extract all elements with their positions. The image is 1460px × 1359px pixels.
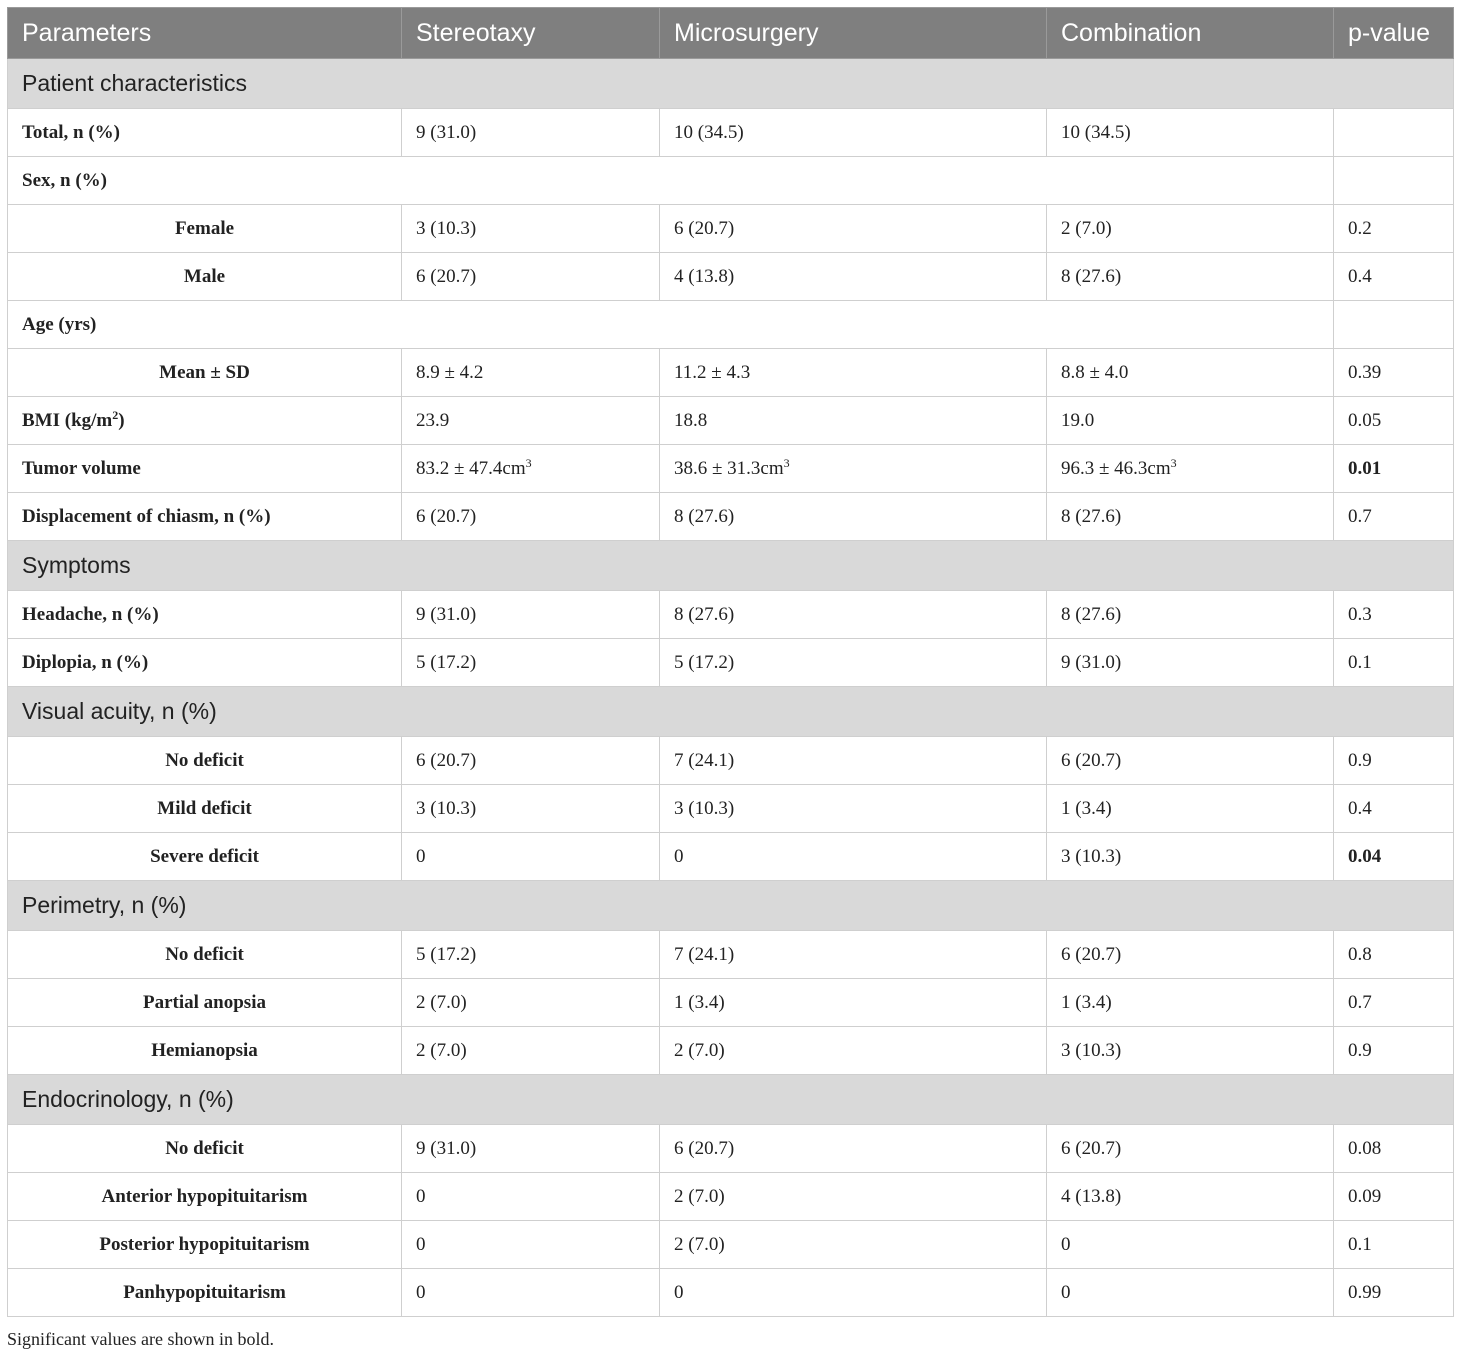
cell-microsurgery <box>660 445 1047 493</box>
row-label-female: Female <box>8 205 402 253</box>
cell-microsurgery: 11.2 ± 4.3 <box>660 349 1047 397</box>
cell-p-value: 0.2 <box>1334 205 1454 253</box>
cell-microsurgery: 4 (13.8) <box>660 253 1047 301</box>
table-row <box>8 1125 1454 1173</box>
cell-p-value <box>1334 109 1454 157</box>
cell-p-value-significant: 0.04 <box>1334 833 1454 881</box>
cell-microsurgery: 3 (10.3) <box>660 785 1047 833</box>
header-stereotaxy: Stereotaxy <box>402 8 660 59</box>
table-row <box>8 833 1454 881</box>
cell-p-value: 0.08 <box>1334 1125 1454 1173</box>
cell-microsurgery: 0 <box>660 1269 1047 1317</box>
row-label-visual-no-deficit: No deficit <box>8 737 402 785</box>
cell-p-value: 0.1 <box>1334 1221 1454 1269</box>
cell-microsurgery: 0 <box>660 833 1047 881</box>
tumor-stereotaxy-value: 83.2 ± 47.4cm <box>416 457 526 479</box>
table-row <box>8 349 1454 397</box>
cell-p-value: 0.09 <box>1334 1173 1454 1221</box>
table-row <box>8 1269 1454 1317</box>
section-row <box>8 59 1454 109</box>
section-row <box>8 541 1454 591</box>
table-row <box>8 445 1454 493</box>
cell-microsurgery: 2 (7.0) <box>660 1221 1047 1269</box>
header-combination: Combination <box>1047 8 1334 59</box>
row-label-partial-anopsia: Partial anopsia <box>8 979 402 1027</box>
cell-p-value <box>1334 301 1454 349</box>
cell-microsurgery: 1 (3.4) <box>660 979 1047 1027</box>
bmi-label-text: BMI (kg/m <box>22 409 113 431</box>
table-row <box>8 301 1454 349</box>
row-label-visual-severe-deficit: Severe deficit <box>8 833 402 881</box>
row-label-chiasm: Displacement of chiasm, n (%) <box>8 493 402 541</box>
row-label-mean-sd: Mean ± SD <box>8 349 402 397</box>
table-row <box>8 253 1454 301</box>
table-row <box>8 737 1454 785</box>
table-row <box>8 397 1454 445</box>
row-label-total: Total, n (%) <box>8 109 402 157</box>
table-row <box>8 493 1454 541</box>
row-label-headache: Headache, n (%) <box>8 591 402 639</box>
cell-combination: 6 (20.7) <box>1047 1125 1334 1173</box>
header-p-value: p-value <box>1334 8 1454 59</box>
cell-combination: 2 (7.0) <box>1047 205 1334 253</box>
header-microsurgery: Microsurgery <box>660 8 1047 59</box>
cell-stereotaxy: 0 <box>402 1173 660 1221</box>
row-label-visual-mild-deficit: Mild deficit <box>8 785 402 833</box>
cell-combination: 8.8 ± 4.0 <box>1047 349 1334 397</box>
cell-p-value: 0.8 <box>1334 931 1454 979</box>
cell-p-value: 0.4 <box>1334 785 1454 833</box>
cell-microsurgery: 8 (27.6) <box>660 493 1047 541</box>
cell-p-value: 0.9 <box>1334 1027 1454 1075</box>
cell-microsurgery: 6 (20.7) <box>660 1125 1047 1173</box>
cell-stereotaxy: 2 (7.0) <box>402 979 660 1027</box>
table-row <box>8 639 1454 687</box>
cell-combination: 6 (20.7) <box>1047 931 1334 979</box>
row-label-perimetry-no-deficit: No deficit <box>8 931 402 979</box>
section-symptoms: Symptoms <box>8 541 1454 591</box>
table-row <box>8 1027 1454 1075</box>
cell-combination: 0 <box>1047 1221 1334 1269</box>
table-row <box>8 157 1454 205</box>
cell-microsurgery: 2 (7.0) <box>660 1173 1047 1221</box>
cell-p-value: 0.3 <box>1334 591 1454 639</box>
row-label-anterior-hypopituitarism: Anterior hypopituitarism <box>8 1173 402 1221</box>
row-label-hemianopsia: Hemianopsia <box>8 1027 402 1075</box>
cell-microsurgery: 8 (27.6) <box>660 591 1047 639</box>
cell-combination: 1 (3.4) <box>1047 979 1334 1027</box>
section-visual-acuity: Visual acuity, n (%) <box>8 687 1454 737</box>
cell-stereotaxy: 9 (31.0) <box>402 109 660 157</box>
cell-p-value: 0.1 <box>1334 639 1454 687</box>
cell-p-value: 0.4 <box>1334 253 1454 301</box>
cell-combination: 6 (20.7) <box>1047 737 1334 785</box>
cell-combination: 8 (27.6) <box>1047 591 1334 639</box>
header-row <box>8 8 1454 59</box>
section-perimetry: Perimetry, n (%) <box>8 881 1454 931</box>
row-label-panhypopituitarism: Panhypopituitarism <box>8 1269 402 1317</box>
cell-combination: 8 (27.6) <box>1047 493 1334 541</box>
row-label-diplopia: Diplopia, n (%) <box>8 639 402 687</box>
cell-stereotaxy: 6 (20.7) <box>402 737 660 785</box>
cell-stereotaxy <box>402 445 660 493</box>
cell-microsurgery: 7 (24.1) <box>660 737 1047 785</box>
row-label-endocrine-no-deficit: No deficit <box>8 1125 402 1173</box>
cell-combination: 8 (27.6) <box>1047 253 1334 301</box>
cell-combination: 9 (31.0) <box>1047 639 1334 687</box>
tumor-combination-value: 96.3 ± 46.3cm <box>1061 457 1171 479</box>
cell-combination: 19.0 <box>1047 397 1334 445</box>
table-footnote: Significant values are shown in bold. <box>7 1329 274 1349</box>
table-row <box>8 205 1454 253</box>
row-label-sex: Sex, n (%) <box>8 157 1334 205</box>
cell-microsurgery: 2 (7.0) <box>660 1027 1047 1075</box>
cell-combination: 4 (13.8) <box>1047 1173 1334 1221</box>
section-row <box>8 687 1454 737</box>
table-row <box>8 979 1454 1027</box>
cell-stereotaxy: 0 <box>402 1269 660 1317</box>
bmi-label-close: ) <box>118 409 125 431</box>
section-row <box>8 1075 1454 1125</box>
unit-superscript: 3 <box>783 455 790 470</box>
cell-stereotaxy: 5 (17.2) <box>402 639 660 687</box>
row-label-male: Male <box>8 253 402 301</box>
cell-p-value-significant: 0.01 <box>1334 445 1454 493</box>
cell-p-value: 0.9 <box>1334 737 1454 785</box>
cell-stereotaxy: 3 (10.3) <box>402 205 660 253</box>
cell-p-value: 0.7 <box>1334 493 1454 541</box>
row-label-bmi <box>8 397 402 445</box>
patient-characteristics-table <box>7 7 1454 1317</box>
cell-stereotaxy: 6 (20.7) <box>402 493 660 541</box>
cell-stereotaxy: 9 (31.0) <box>402 591 660 639</box>
cell-stereotaxy: 9 (31.0) <box>402 1125 660 1173</box>
cell-combination: 0 <box>1047 1269 1334 1317</box>
cell-microsurgery: 7 (24.1) <box>660 931 1047 979</box>
cell-stereotaxy: 8.9 ± 4.2 <box>402 349 660 397</box>
bmi-label-superscript: 2 <box>112 407 119 422</box>
header-parameters: Parameters <box>8 8 402 59</box>
cell-combination: 3 (10.3) <box>1047 833 1334 881</box>
cell-stereotaxy: 3 (10.3) <box>402 785 660 833</box>
table-row <box>8 591 1454 639</box>
cell-microsurgery: 18.8 <box>660 397 1047 445</box>
cell-combination: 10 (34.5) <box>1047 109 1334 157</box>
row-label-age: Age (yrs) <box>8 301 1334 349</box>
unit-superscript: 3 <box>525 455 532 470</box>
cell-p-value: 0.05 <box>1334 397 1454 445</box>
section-row <box>8 881 1454 931</box>
cell-p-value: 0.99 <box>1334 1269 1454 1317</box>
table-row <box>8 785 1454 833</box>
cell-stereotaxy: 0 <box>402 1221 660 1269</box>
table-row <box>8 931 1454 979</box>
table-row <box>8 109 1454 157</box>
cell-microsurgery: 5 (17.2) <box>660 639 1047 687</box>
cell-combination <box>1047 445 1334 493</box>
cell-stereotaxy: 5 (17.2) <box>402 931 660 979</box>
cell-p-value: 0.39 <box>1334 349 1454 397</box>
cell-p-value: 0.7 <box>1334 979 1454 1027</box>
cell-stereotaxy: 2 (7.0) <box>402 1027 660 1075</box>
cell-microsurgery: 10 (34.5) <box>660 109 1047 157</box>
cell-p-value <box>1334 157 1454 205</box>
unit-superscript: 3 <box>1170 455 1177 470</box>
section-patient-characteristics: Patient characteristics <box>8 59 1454 109</box>
cell-stereotaxy: 6 (20.7) <box>402 253 660 301</box>
tumor-microsurgery-value: 38.6 ± 31.3cm <box>674 457 784 479</box>
cell-combination: 1 (3.4) <box>1047 785 1334 833</box>
table-row <box>8 1221 1454 1269</box>
cell-combination: 3 (10.3) <box>1047 1027 1334 1075</box>
row-label-posterior-hypopituitarism: Posterior hypopituitarism <box>8 1221 402 1269</box>
section-endocrinology: Endocrinology, n (%) <box>8 1075 1454 1125</box>
table-row <box>8 1173 1454 1221</box>
cell-stereotaxy: 0 <box>402 833 660 881</box>
row-label-tumor-volume: Tumor volume <box>8 445 402 493</box>
cell-stereotaxy: 23.9 <box>402 397 660 445</box>
cell-microsurgery: 6 (20.7) <box>660 205 1047 253</box>
